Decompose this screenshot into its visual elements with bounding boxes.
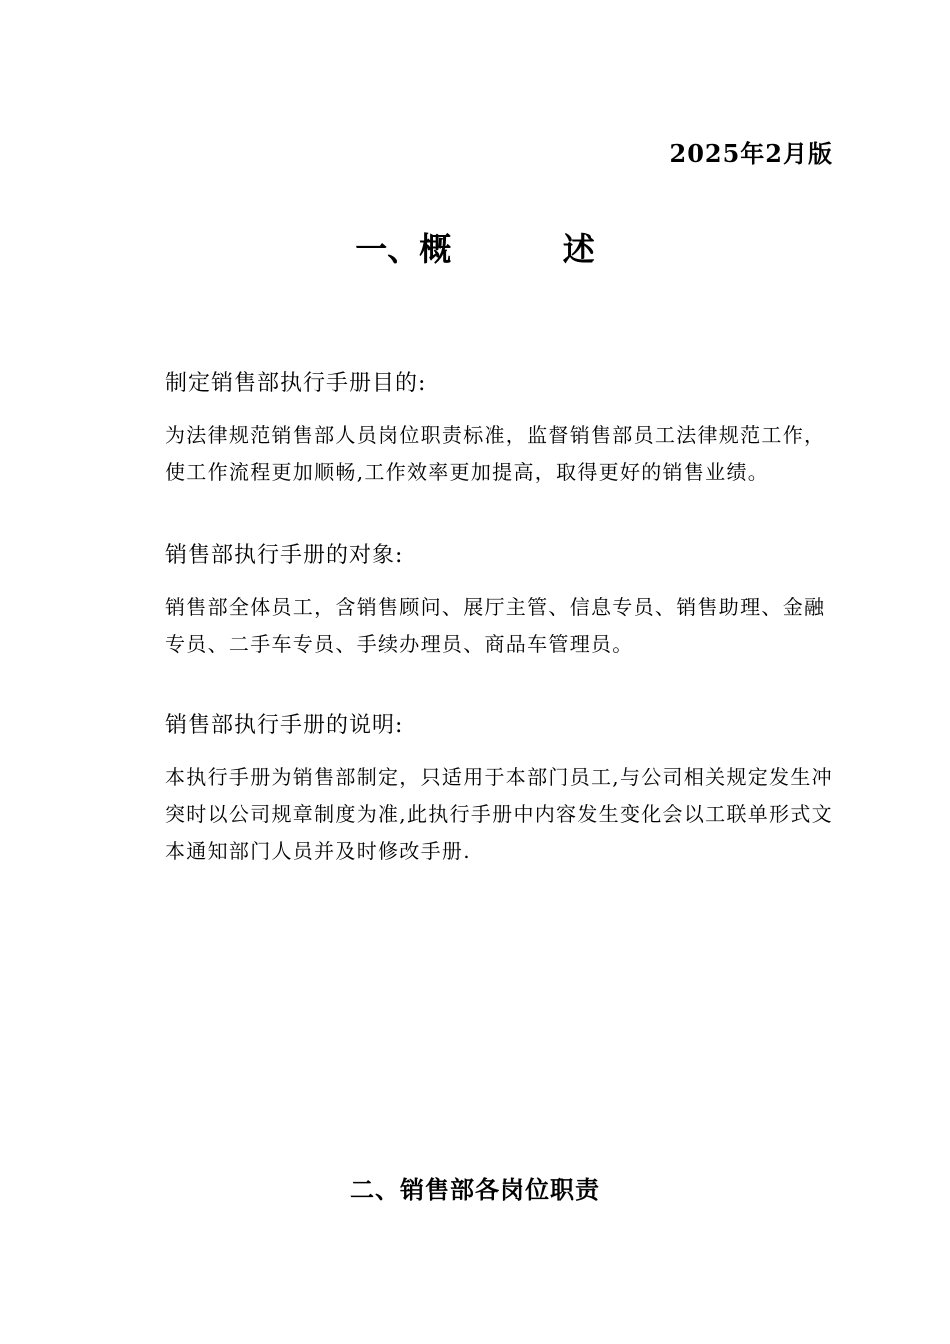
section-target	[165, 538, 835, 663]
section-body: 销售部全体员工，含销售顾问、展厅主管、信息专员、销售助理、金融专员、二手车专员、手续办理员、商品车管理员。	[165, 595, 826, 656]
section-body: 为法律规范销售部人员岗位职责标准，监督销售部员工法律规范工作，使工作流程更加顺畅,工作效率更加提高，取得更好的销售业绩。	[165, 423, 826, 484]
version-label: 2025年2月版	[669, 139, 833, 168]
section-notes	[165, 708, 835, 870]
section-purpose	[165, 366, 835, 491]
chapter-1-title: 一、概 述	[355, 230, 595, 268]
section-heading: 制定销售部执行手册目的:	[165, 371, 427, 396]
section-heading: 销售部执行手册的说明:	[165, 713, 404, 738]
chapter-2-title: 二、销售部各岗位职责	[350, 1175, 600, 1204]
section-heading: 销售部执行手册的对象:	[165, 543, 404, 568]
section-body: 本执行手册为销售部制定，只适用于本部门员工,与公司相关规定发生冲突时以公司规章制度为准,此执行手册中内容发生变化会以工联单形式文本通知部门人员并及时修改手册.	[165, 765, 833, 863]
